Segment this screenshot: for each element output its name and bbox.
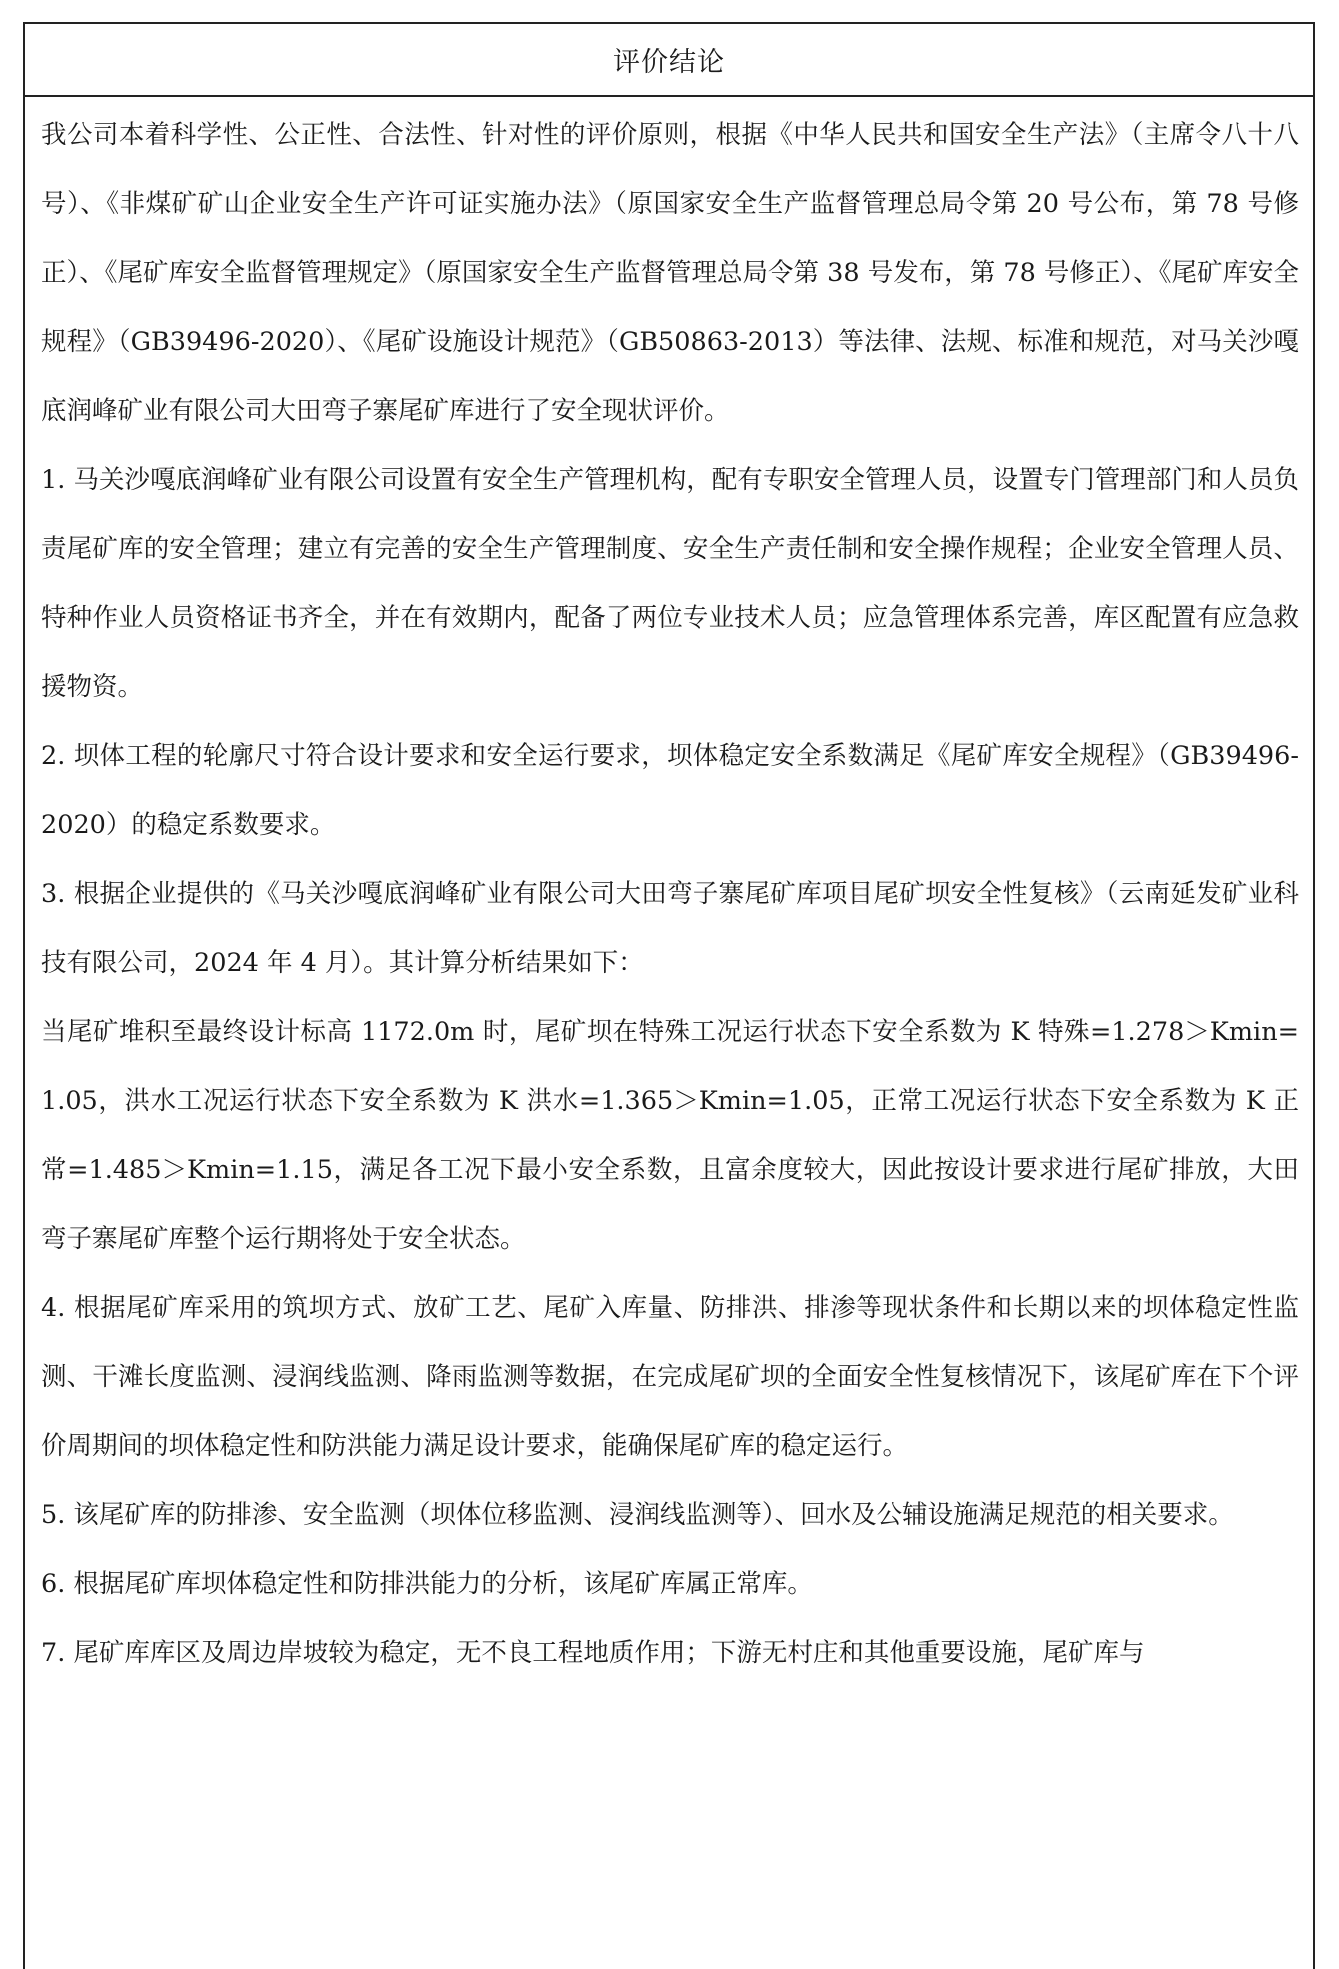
conclusion-item-2: 2. 坝体工程的轮廓尺寸符合设计要求和安全运行要求，坝体稳定安全系数满足《尾矿库安全规程》（GB39496-2020）的稳定系数要求。 xyxy=(41,741,1299,840)
conclusion-body xyxy=(25,97,1313,1688)
intro-paragraph: 我公司本着科学性、公正性、合法性、针对性的评价原则，根据《中华人民共和国安全生产法》（主席令八十八号）、《非煤矿矿山企业安全生产许可证实施办法》（原国家安全生产监督管理总局令第 20 号公布，第 78 号修正）、《尾矿库安全监督管理规定》（原国家安全生产监督管理总局令第 38 号发布，第 78 号修正）、《尾矿库安全规程》（GB39496-2020）、《尾矿设施设计规范》（GB50863-2013）等法律、法规、标准和规范，对马关沙嘎底润峰矿业有限公司大田弯子寨尾矿库进行了安全现状评价。 xyxy=(41,120,1299,426)
section-title: 评价结论 xyxy=(613,47,725,78)
conclusion-item-7: 7. 尾矿库库区及周边岸坡较为稳定，无不良工程地质作用；下游无村庄和其他重要设施，尾矿库与 xyxy=(41,1638,1145,1668)
conclusion-item-5: 5. 该尾矿库的防排渗、安全监测（坝体位移监测、浸润线监测等）、回水及公辅设施满足规范的相关要求。 xyxy=(41,1500,1234,1530)
conclusion-item-4: 4. 根据尾矿库采用的筑坝方式、放矿工艺、尾矿入库量、防排洪、排渗等现状条件和长期以来的坝体稳定性监测、干滩长度监测、浸润线监测、降雨监测等数据，在完成尾矿坝的全面安全性复核情况下，该尾矿库在下个评价周期间的坝体稳定性和防洪能力满足设计要求，能确保尾矿库的稳定运行。 xyxy=(41,1293,1299,1461)
conclusion-item-6: 6. 根据尾矿库坝体稳定性和防排洪能力的分析，该尾矿库属正常库。 xyxy=(41,1569,813,1599)
conclusion-item-1: 1. 马关沙嘎底润峰矿业有限公司设置有安全生产管理机构，配有专职安全管理人员，设置专门管理部门和人员负责尾矿库的安全管理；建立有完善的安全生产管理制度、安全生产责任制和安全操作规程；企业安全管理人员、特种作业人员资格证书齐全，并在有效期内，配备了两位专业技术人员；应急管理体系完善，库区配置有应急救援物资。 xyxy=(41,465,1299,702)
table-header xyxy=(25,24,1313,97)
conclusion-item-3: 3. 根据企业提供的《马关沙嘎底润峰矿业有限公司大田弯子寨尾矿库项目尾矿坝安全性复核》（云南延发矿业科技有限公司，2024 年 4 月）。其计算分析结果如下： xyxy=(41,879,1299,978)
safety-factor-paragraph: 当尾矿堆积至最终设计标高 1172.0m 时，尾矿坝在特殊工况运行状态下安全系数为 K 特殊=1.278＞Kmin=1.05，洪水工况运行状态下安全系数为 K 洪水=1.365＞Kmin=1.05，正常工况运行状态下安全系数为 K 正常=1.485＞Kmin=1.15，满足各工况下最小安全系数，且富余度较大，因此按设计要求进行尾矿排放，大田弯子寨尾矿库整个运行期将处于安全状态。 xyxy=(41,1017,1299,1254)
evaluation-conclusion-table xyxy=(23,22,1315,1969)
